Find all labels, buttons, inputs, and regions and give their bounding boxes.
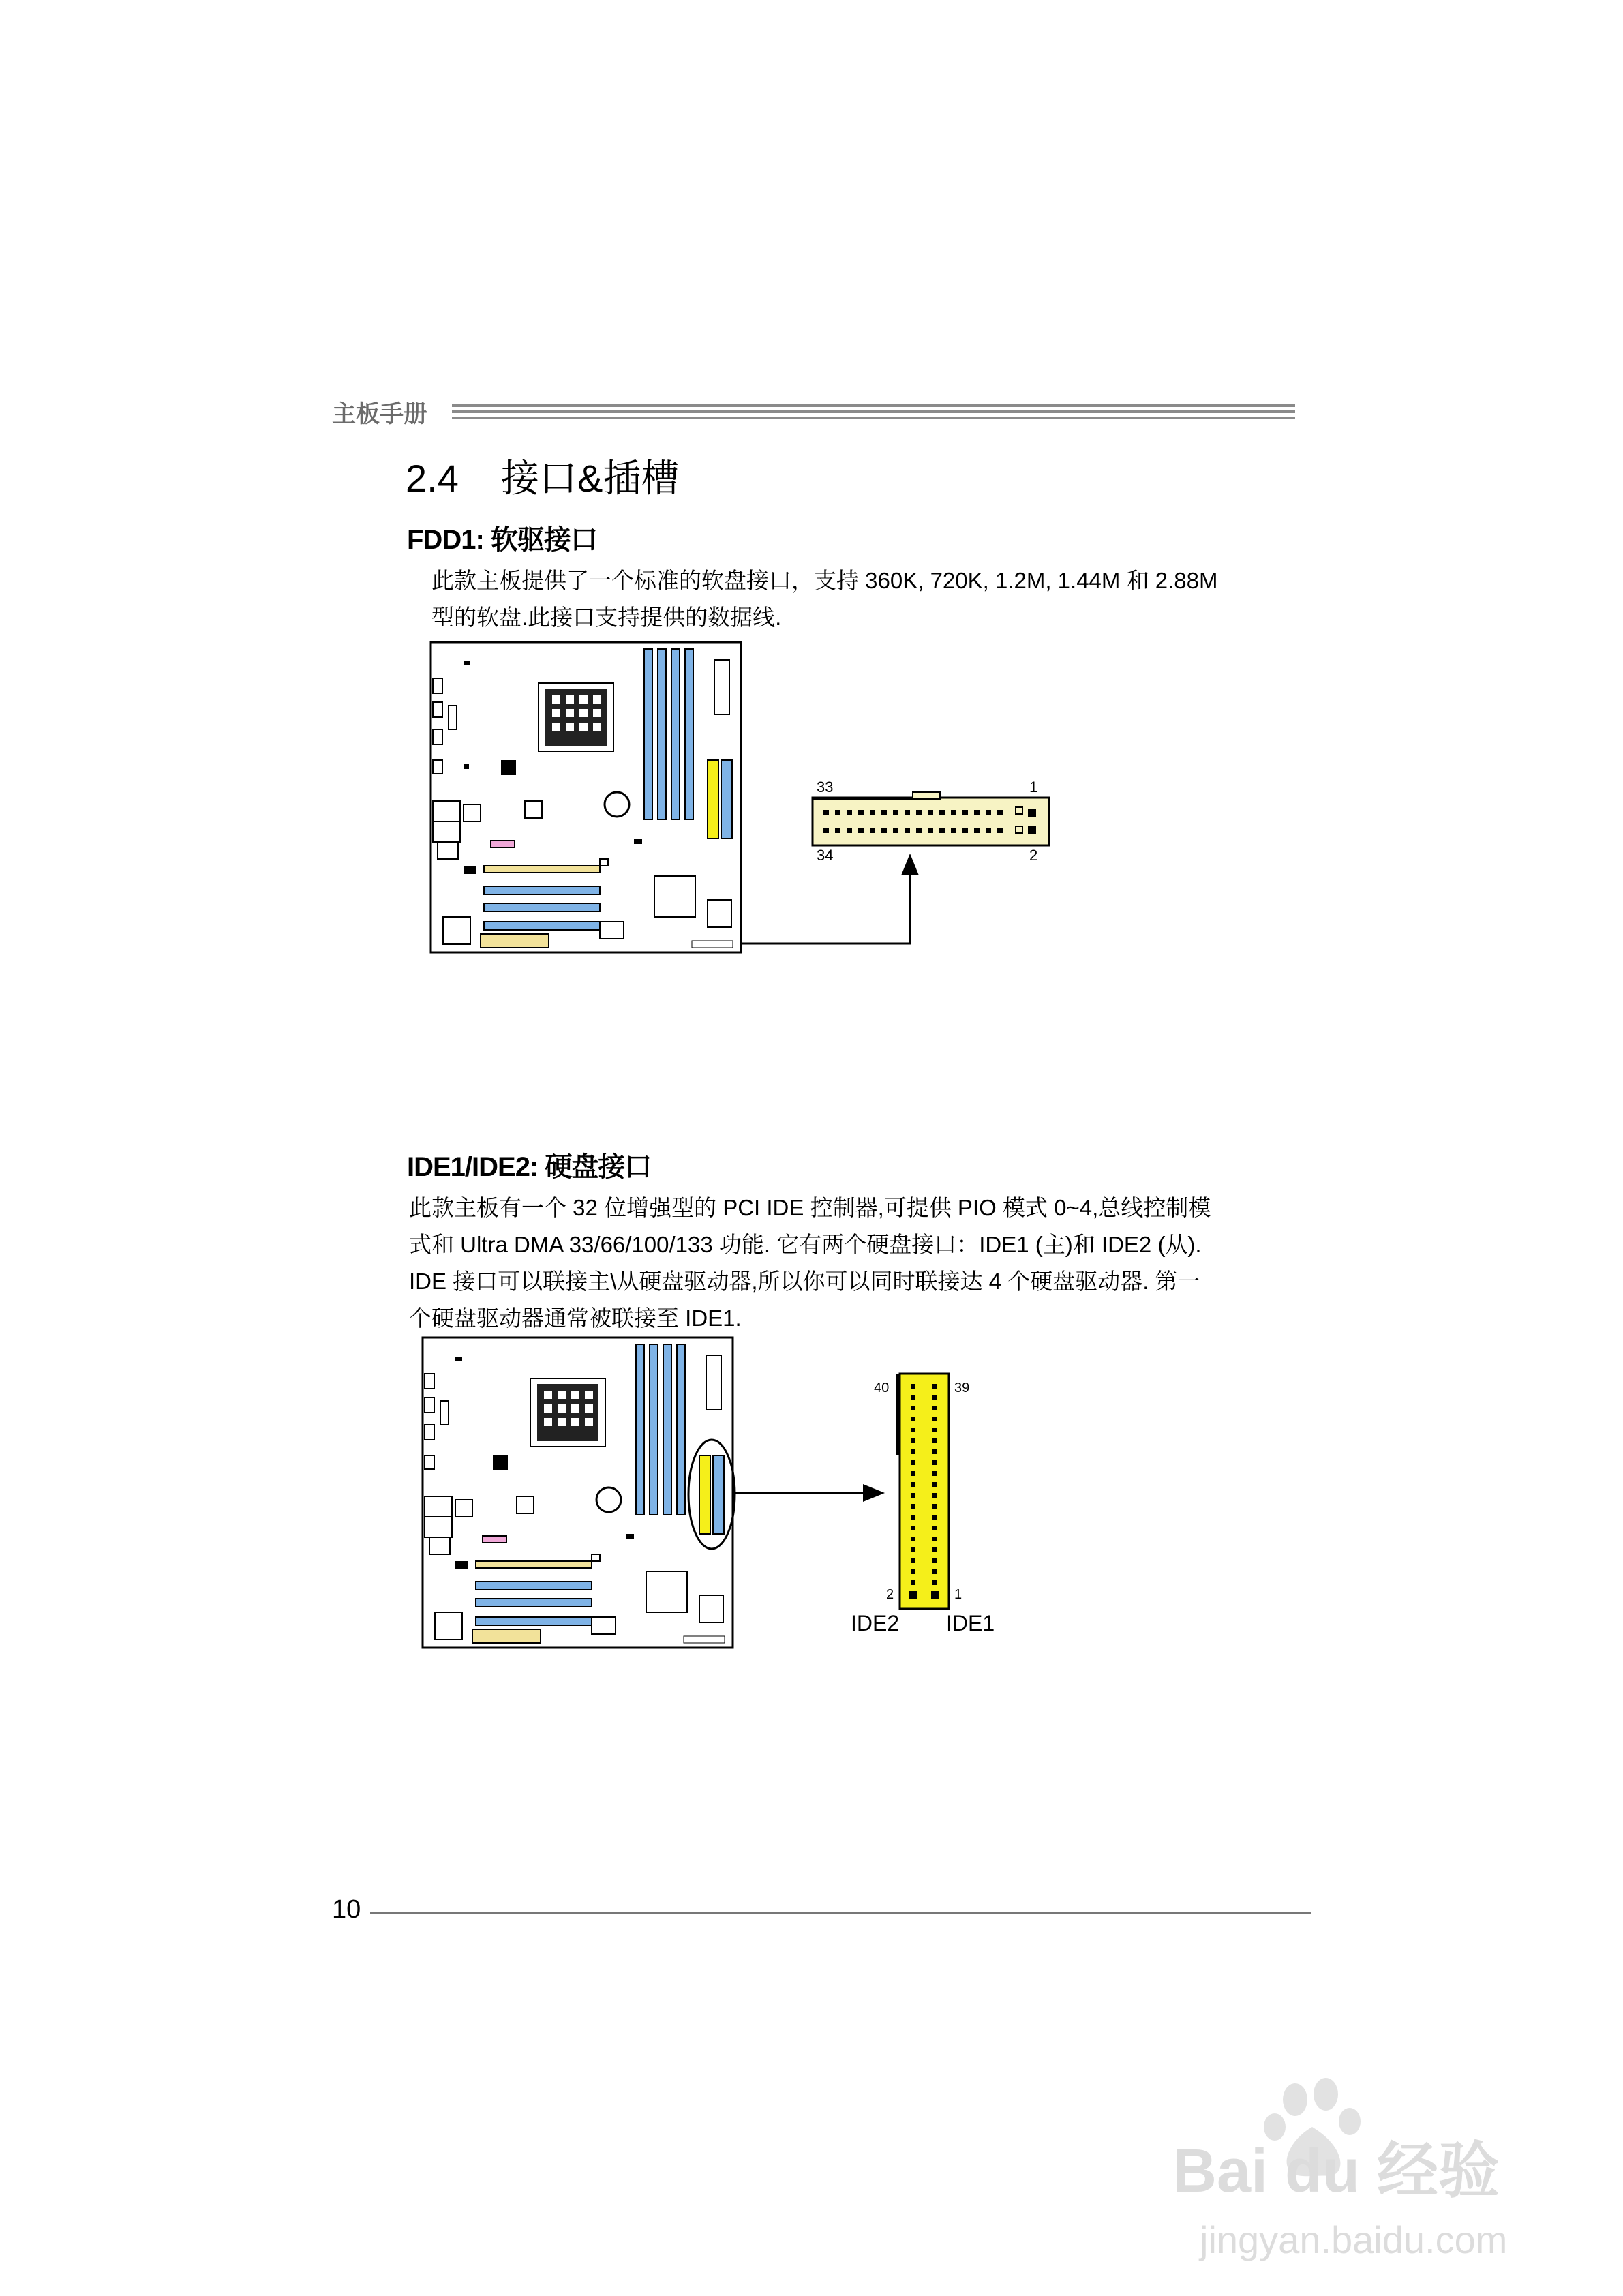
fdd-desc-line: 型的软盘.此接口支持提供的数据线. xyxy=(431,605,782,630)
watermark-brand: Bai du 经验 xyxy=(1172,2137,1500,2205)
motherboard-diagram xyxy=(423,1338,735,1648)
fdd-desc-line: 此款主板提供了一个标准的软盘接口，支持 360K, 720K, 1.2M, 1.44M 和 2.88M xyxy=(431,568,1218,593)
baidu-jingyan-watermark xyxy=(1152,2072,1561,2277)
ide-arrowhead xyxy=(863,1484,885,1502)
ide-connector xyxy=(896,1374,949,1609)
fdd-arrowhead xyxy=(901,854,919,875)
fdd-description xyxy=(431,562,1318,636)
ide-desc-line: IDE 接口可以联接主\从硬盘驱动器,所以你可以同时联接达 4 个硬盘驱动器. 第一 xyxy=(409,1269,1200,1294)
ide-desc-line: 此款主板有一个 32 位增强型的 PCI IDE 控制器,可提供 PIO 模式 0~4,总线控制模 xyxy=(409,1195,1211,1220)
ide-pin-1: 1 xyxy=(954,1587,962,1602)
ide-description xyxy=(409,1190,1316,1337)
motherboard-diagram xyxy=(431,642,741,952)
section-title-text: 接口&插槽 xyxy=(501,457,680,500)
ide-figure xyxy=(421,1336,1103,1663)
watermark-url: jingyan.baidu.com xyxy=(1200,2218,1508,2261)
ide-desc-line: 式和 Ultra DMA 33/66/100/133 功能. 它有两个硬盘接口：IDE1 (主)和 IDE2 (从). xyxy=(409,1232,1202,1257)
header-label: 主板手册 xyxy=(332,401,428,428)
page-number: 10 xyxy=(332,1895,361,1924)
fdd-pin-2: 2 xyxy=(1029,847,1038,864)
fdd-connector xyxy=(813,792,1049,845)
ide2-label: IDE2 xyxy=(851,1611,900,1635)
fdd-figure xyxy=(429,641,1111,968)
fdd-pointer-line xyxy=(741,873,910,943)
ide-heading: IDE1/IDE2: 硬盘接口 xyxy=(407,1152,652,1182)
fdd-pin-34: 34 xyxy=(817,847,834,864)
section-title xyxy=(406,449,679,503)
ide1-label: IDE1 xyxy=(946,1611,995,1635)
fdd-pin-33: 33 xyxy=(817,779,834,796)
ide-desc-line: 个硬盘驱动器通常被联接至 IDE1. xyxy=(409,1305,742,1331)
footer-rule xyxy=(370,1912,1311,1914)
ide-pin-39: 39 xyxy=(954,1380,970,1395)
ide-pin-2: 2 xyxy=(886,1587,894,1602)
fdd-pin-1: 1 xyxy=(1029,779,1038,796)
section-number: 2.4 xyxy=(406,457,459,500)
header-rule xyxy=(452,404,1295,422)
fdd-heading: FDD1: 软驱接口 xyxy=(407,525,597,555)
ide-pin-40: 40 xyxy=(874,1380,890,1395)
